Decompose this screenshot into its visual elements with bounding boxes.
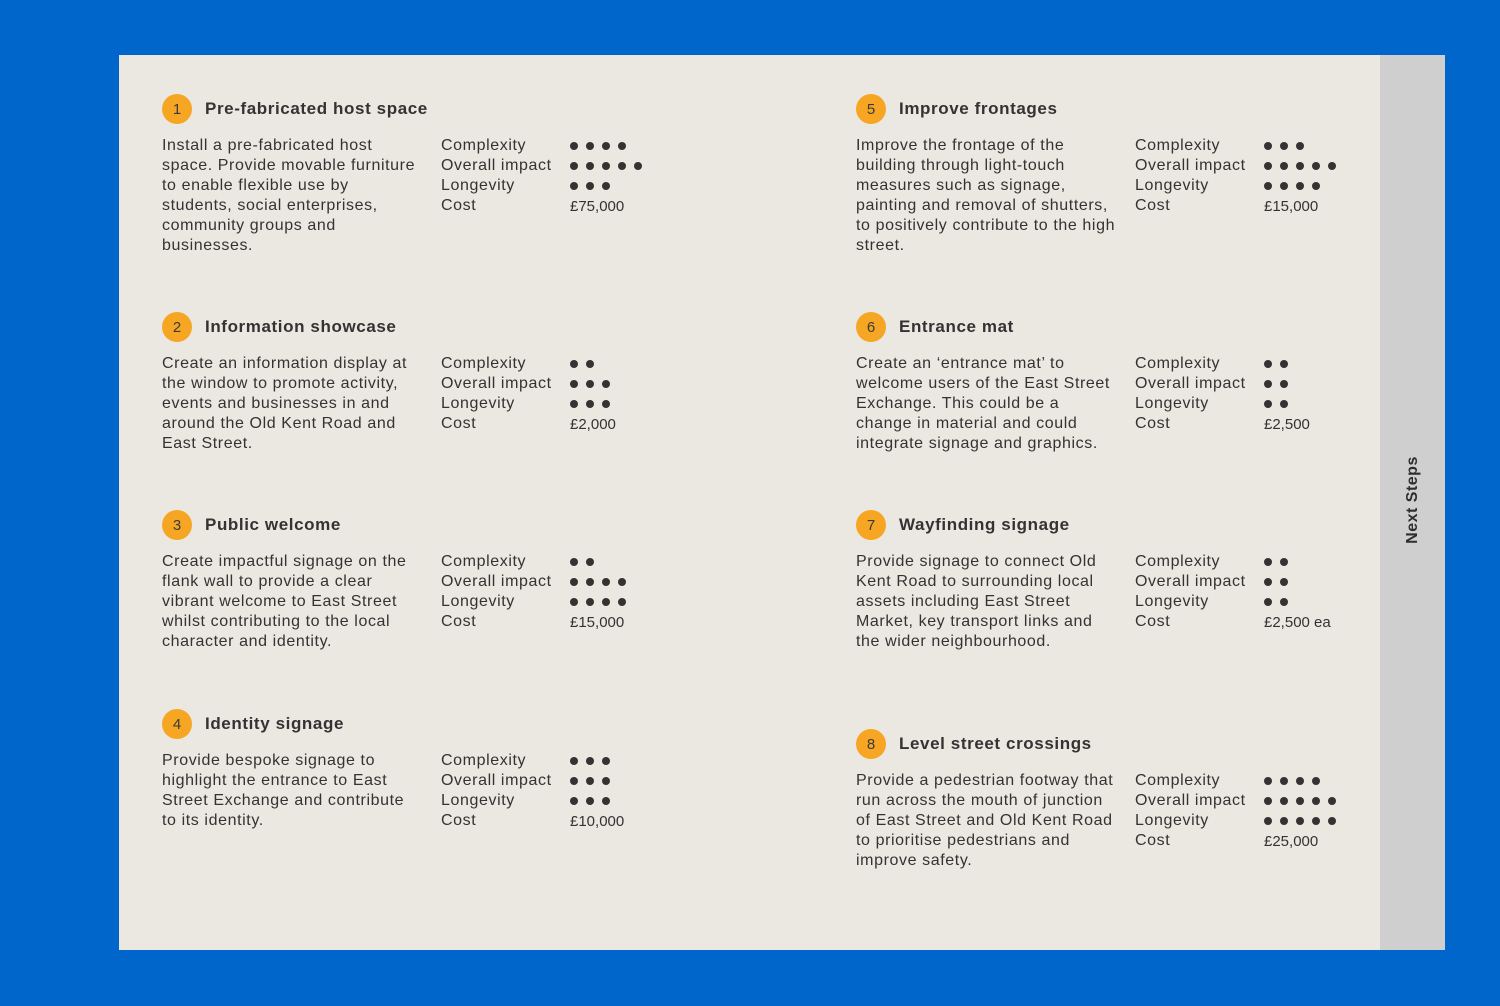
metric-label: Longevity	[441, 593, 515, 610]
next-step-item	[856, 94, 1376, 256]
metric-label: Complexity	[441, 137, 527, 154]
metric-label: Complexity	[441, 355, 527, 372]
metric-label: Complexity	[1135, 137, 1221, 154]
rating-dots	[570, 558, 602, 566]
metric-row-cost	[441, 196, 650, 216]
metric-label: Overall impact	[441, 157, 552, 174]
metric-label: Complexity	[1135, 553, 1221, 570]
item-title: Public welcome	[205, 515, 341, 534]
rating-dot	[1280, 797, 1288, 805]
rating-dot	[570, 598, 578, 606]
metric-label: Cost	[441, 613, 477, 630]
item-title: Entrance mat	[899, 317, 1014, 336]
metric-row-complexity	[441, 136, 650, 156]
rating-dot	[570, 797, 578, 805]
rating-dot	[618, 142, 626, 150]
rating-dot	[1280, 558, 1288, 566]
rating-dot	[1328, 797, 1336, 805]
cost-value: £75,000	[570, 197, 625, 215]
item-header	[162, 312, 682, 342]
rating-dot	[602, 598, 610, 606]
metric-label: Cost	[441, 415, 477, 432]
metric-row-cost	[441, 811, 624, 831]
rating-dot	[618, 162, 626, 170]
item-header	[162, 510, 682, 540]
metric-row-overall-impact	[1135, 156, 1344, 176]
rating-dot	[570, 380, 578, 388]
cost-value: £2,000	[570, 415, 616, 433]
rating-dot	[618, 578, 626, 586]
cost-value: £10,000	[570, 812, 625, 830]
metric-row-longevity	[441, 791, 624, 811]
rating-dot	[602, 182, 610, 190]
rating-dot	[570, 400, 578, 408]
item-number-badge: 2	[162, 312, 192, 342]
rating-dot	[1312, 777, 1320, 785]
metric-label: Overall impact	[1135, 157, 1246, 174]
rating-dot	[602, 777, 610, 785]
metric-label: Overall impact	[1135, 375, 1246, 392]
rating-dot	[1264, 797, 1272, 805]
item-header	[856, 312, 1376, 342]
metric-row-cost	[441, 612, 634, 632]
rating-dot	[602, 162, 610, 170]
rating-dots	[1264, 182, 1328, 190]
rating-dot	[1280, 182, 1288, 190]
item-title: Improve frontages	[899, 99, 1058, 118]
metric-label: Overall impact	[441, 772, 552, 789]
next-step-item	[162, 312, 682, 454]
rating-dot	[1264, 380, 1272, 388]
rating-dot	[570, 578, 578, 586]
metric-row-overall-impact	[1135, 572, 1331, 592]
metric-row-longevity	[1135, 176, 1344, 196]
item-number-badge: 5	[856, 94, 886, 124]
rating-dot	[1264, 777, 1272, 785]
rating-dot	[1264, 558, 1272, 566]
metric-label: Cost	[441, 197, 477, 214]
rating-dot	[586, 558, 594, 566]
rating-dot	[1280, 598, 1288, 606]
metric-row-overall-impact	[441, 374, 618, 394]
metric-label: Cost	[1135, 613, 1171, 630]
metric-row-longevity	[441, 176, 650, 196]
metric-row-complexity	[441, 552, 634, 572]
item-number-badge: 8	[856, 729, 886, 759]
item-description: Provide signage to connect Old Kent Road to surrounding local assets including East Street Market, key transport links and the wider neighbourhood.	[856, 553, 1097, 650]
cost-value: £15,000	[1264, 197, 1319, 215]
rating-dots	[1264, 558, 1296, 566]
rating-dot	[1280, 400, 1288, 408]
rating-dot	[1280, 578, 1288, 586]
rating-dot	[1264, 360, 1272, 368]
rating-dots	[1264, 360, 1296, 368]
item-metrics	[441, 552, 634, 652]
item-metrics	[441, 354, 618, 454]
rating-dot	[570, 360, 578, 368]
rating-dot	[586, 777, 594, 785]
rating-dot	[570, 182, 578, 190]
metric-label: Overall impact	[1135, 792, 1246, 809]
metric-label: Longevity	[1135, 177, 1209, 194]
metric-row-cost	[441, 414, 618, 434]
metric-row-cost	[1135, 414, 1310, 434]
rating-dot	[602, 142, 610, 150]
metric-row-complexity	[1135, 136, 1344, 156]
rating-dot	[602, 400, 610, 408]
rating-dot	[586, 797, 594, 805]
item-description: Create impactful signage on the flank wall to provide a clear vibrant welcome to East Street whilst contributing to the local character and identity.	[162, 553, 407, 650]
rating-dot	[586, 182, 594, 190]
item-header	[856, 94, 1376, 124]
rating-dot	[1312, 162, 1320, 170]
rating-dot	[1296, 817, 1304, 825]
item-header	[856, 729, 1376, 759]
metric-label: Longevity	[1135, 395, 1209, 412]
rating-dots	[1264, 598, 1296, 606]
rating-dots	[570, 400, 618, 408]
rating-dot	[1312, 817, 1320, 825]
rating-dot	[1264, 817, 1272, 825]
metric-label: Complexity	[1135, 772, 1221, 789]
item-number-badge: 3	[162, 510, 192, 540]
next-step-item	[162, 709, 682, 831]
rating-dot	[602, 757, 610, 765]
next-step-item	[856, 729, 1376, 871]
item-header	[162, 709, 682, 739]
rating-dot	[1280, 162, 1288, 170]
rating-dots	[1264, 578, 1296, 586]
rating-dot	[570, 162, 578, 170]
rating-dot	[570, 757, 578, 765]
rating-dot	[1280, 360, 1288, 368]
rating-dots	[570, 380, 618, 388]
metric-label: Longevity	[441, 395, 515, 412]
cost-value: £25,000	[1264, 832, 1319, 850]
item-description: Improve the frontage of the building through light-touch measures such as signage, painting and removal of shutters, to positively contribute to the high street.	[856, 137, 1116, 254]
rating-dot	[1296, 162, 1304, 170]
metric-label: Complexity	[441, 752, 527, 769]
item-description: Create an information display at the window to promote activity, events and businesses in and around the Old Kent Road and East Street.	[162, 355, 408, 452]
rating-dots	[570, 360, 602, 368]
metric-row-overall-impact	[441, 156, 650, 176]
metric-row-complexity	[441, 751, 624, 771]
metric-row-cost	[1135, 831, 1344, 851]
rating-dot	[1280, 380, 1288, 388]
rating-dots	[570, 777, 618, 785]
rating-dots	[570, 142, 634, 150]
metric-label: Cost	[1135, 197, 1171, 214]
rating-dots	[570, 578, 634, 586]
item-title: Identity signage	[205, 714, 345, 733]
metric-label: Cost	[1135, 415, 1171, 432]
rating-dot	[1328, 817, 1336, 825]
rating-dot	[634, 162, 642, 170]
rating-dots	[570, 757, 618, 765]
rating-dot	[1296, 182, 1304, 190]
next-step-item	[162, 94, 682, 256]
rating-dot	[1264, 142, 1272, 150]
item-description: Provide a pedestrian footway that run across the mouth of junction of East Street and Old Kent Road to prioritise pedestrians and improve safety.	[856, 772, 1114, 869]
next-step-item	[162, 510, 682, 652]
metric-label: Overall impact	[441, 375, 552, 392]
metric-label: Longevity	[441, 177, 515, 194]
metric-row-longevity	[1135, 592, 1331, 612]
rating-dot	[586, 757, 594, 765]
rating-dot	[602, 380, 610, 388]
item-number-badge: 7	[856, 510, 886, 540]
rating-dot	[586, 142, 594, 150]
rating-dot	[1264, 162, 1272, 170]
rating-dot	[602, 797, 610, 805]
rating-dot	[586, 400, 594, 408]
rating-dot	[1280, 777, 1288, 785]
rating-dot	[618, 598, 626, 606]
item-metrics	[1135, 771, 1344, 871]
item-header	[856, 510, 1376, 540]
metric-label: Longevity	[441, 792, 515, 809]
rating-dot	[586, 578, 594, 586]
rating-dot	[570, 142, 578, 150]
metric-label: Longevity	[1135, 593, 1209, 610]
rating-dots	[570, 162, 650, 170]
item-title: Pre-fabricated host space	[205, 99, 428, 118]
metric-row-complexity	[441, 354, 618, 374]
rating-dots	[1264, 817, 1344, 825]
metric-row-cost	[1135, 612, 1331, 632]
rating-dot	[1296, 797, 1304, 805]
rating-dot	[1296, 142, 1304, 150]
rating-dots	[570, 598, 634, 606]
metric-label: Cost	[1135, 832, 1171, 849]
rating-dots	[1264, 142, 1312, 150]
rating-dot	[1328, 162, 1336, 170]
metric-row-overall-impact	[1135, 791, 1344, 811]
rating-dot	[1264, 182, 1272, 190]
item-metrics	[1135, 136, 1344, 256]
metric-label: Complexity	[1135, 355, 1221, 372]
rating-dot	[1280, 142, 1288, 150]
metric-row-complexity	[1135, 552, 1331, 572]
item-number-badge: 6	[856, 312, 886, 342]
side-tab[interactable]	[1380, 55, 1445, 950]
rating-dot	[1312, 182, 1320, 190]
rating-dot	[586, 598, 594, 606]
metric-label: Longevity	[1135, 812, 1209, 829]
rating-dot	[602, 578, 610, 586]
rating-dots	[1264, 380, 1296, 388]
metric-label: Cost	[441, 812, 477, 829]
metric-label: Complexity	[441, 553, 527, 570]
metric-row-longevity	[441, 592, 634, 612]
rating-dot	[586, 162, 594, 170]
rating-dot	[1264, 578, 1272, 586]
item-number-badge: 4	[162, 709, 192, 739]
rating-dot	[1264, 400, 1272, 408]
rating-dot	[1312, 797, 1320, 805]
cost-value: £2,500	[1264, 415, 1310, 433]
item-header	[162, 94, 682, 124]
item-description: Install a pre-fabricated host space. Provide movable furniture to enable flexible use by students, social enterprises, community groups and businesses.	[162, 137, 416, 254]
rating-dots	[570, 182, 618, 190]
rating-dots	[1264, 162, 1344, 170]
cost-value: £15,000	[570, 613, 625, 631]
metric-label: Overall impact	[441, 573, 552, 590]
rating-dot	[1296, 777, 1304, 785]
item-number-badge: 1	[162, 94, 192, 124]
item-description: Create an ‘entrance mat’ to welcome users of the East Street Exchange. This could be a change in material and could integrate signage and graphics.	[856, 355, 1110, 452]
metric-row-longevity	[1135, 811, 1344, 831]
metric-row-overall-impact	[1135, 374, 1310, 394]
cost-value: £2,500 ea	[1264, 613, 1331, 631]
rating-dot	[1280, 817, 1288, 825]
item-metrics	[441, 136, 650, 256]
rating-dots	[570, 797, 618, 805]
item-title: Wayfinding signage	[899, 515, 1070, 534]
rating-dot	[570, 777, 578, 785]
metric-row-cost	[1135, 196, 1344, 216]
item-metrics	[1135, 552, 1331, 652]
next-step-item	[856, 312, 1376, 454]
metric-label: Overall impact	[1135, 573, 1246, 590]
item-metrics	[1135, 354, 1310, 454]
metric-row-overall-impact	[441, 572, 634, 592]
rating-dot	[1264, 598, 1272, 606]
metric-row-overall-impact	[441, 771, 624, 791]
metric-row-longevity	[1135, 394, 1310, 414]
side-tab-label: Next Steps	[1403, 456, 1421, 544]
rating-dot	[586, 380, 594, 388]
rating-dot	[570, 558, 578, 566]
rating-dots	[1264, 400, 1296, 408]
next-step-item	[856, 510, 1376, 652]
rating-dot	[586, 360, 594, 368]
item-description: Provide bespoke signage to highlight the entrance to East Street Exchange and contribute to its identity.	[162, 752, 405, 829]
rating-dots	[1264, 797, 1344, 805]
rating-dots	[1264, 777, 1328, 785]
item-title: Level street crossings	[899, 734, 1092, 753]
item-title: Information showcase	[205, 317, 397, 336]
metric-row-complexity	[1135, 771, 1344, 791]
metric-row-complexity	[1135, 354, 1310, 374]
item-metrics	[441, 751, 624, 831]
metric-row-longevity	[441, 394, 618, 414]
